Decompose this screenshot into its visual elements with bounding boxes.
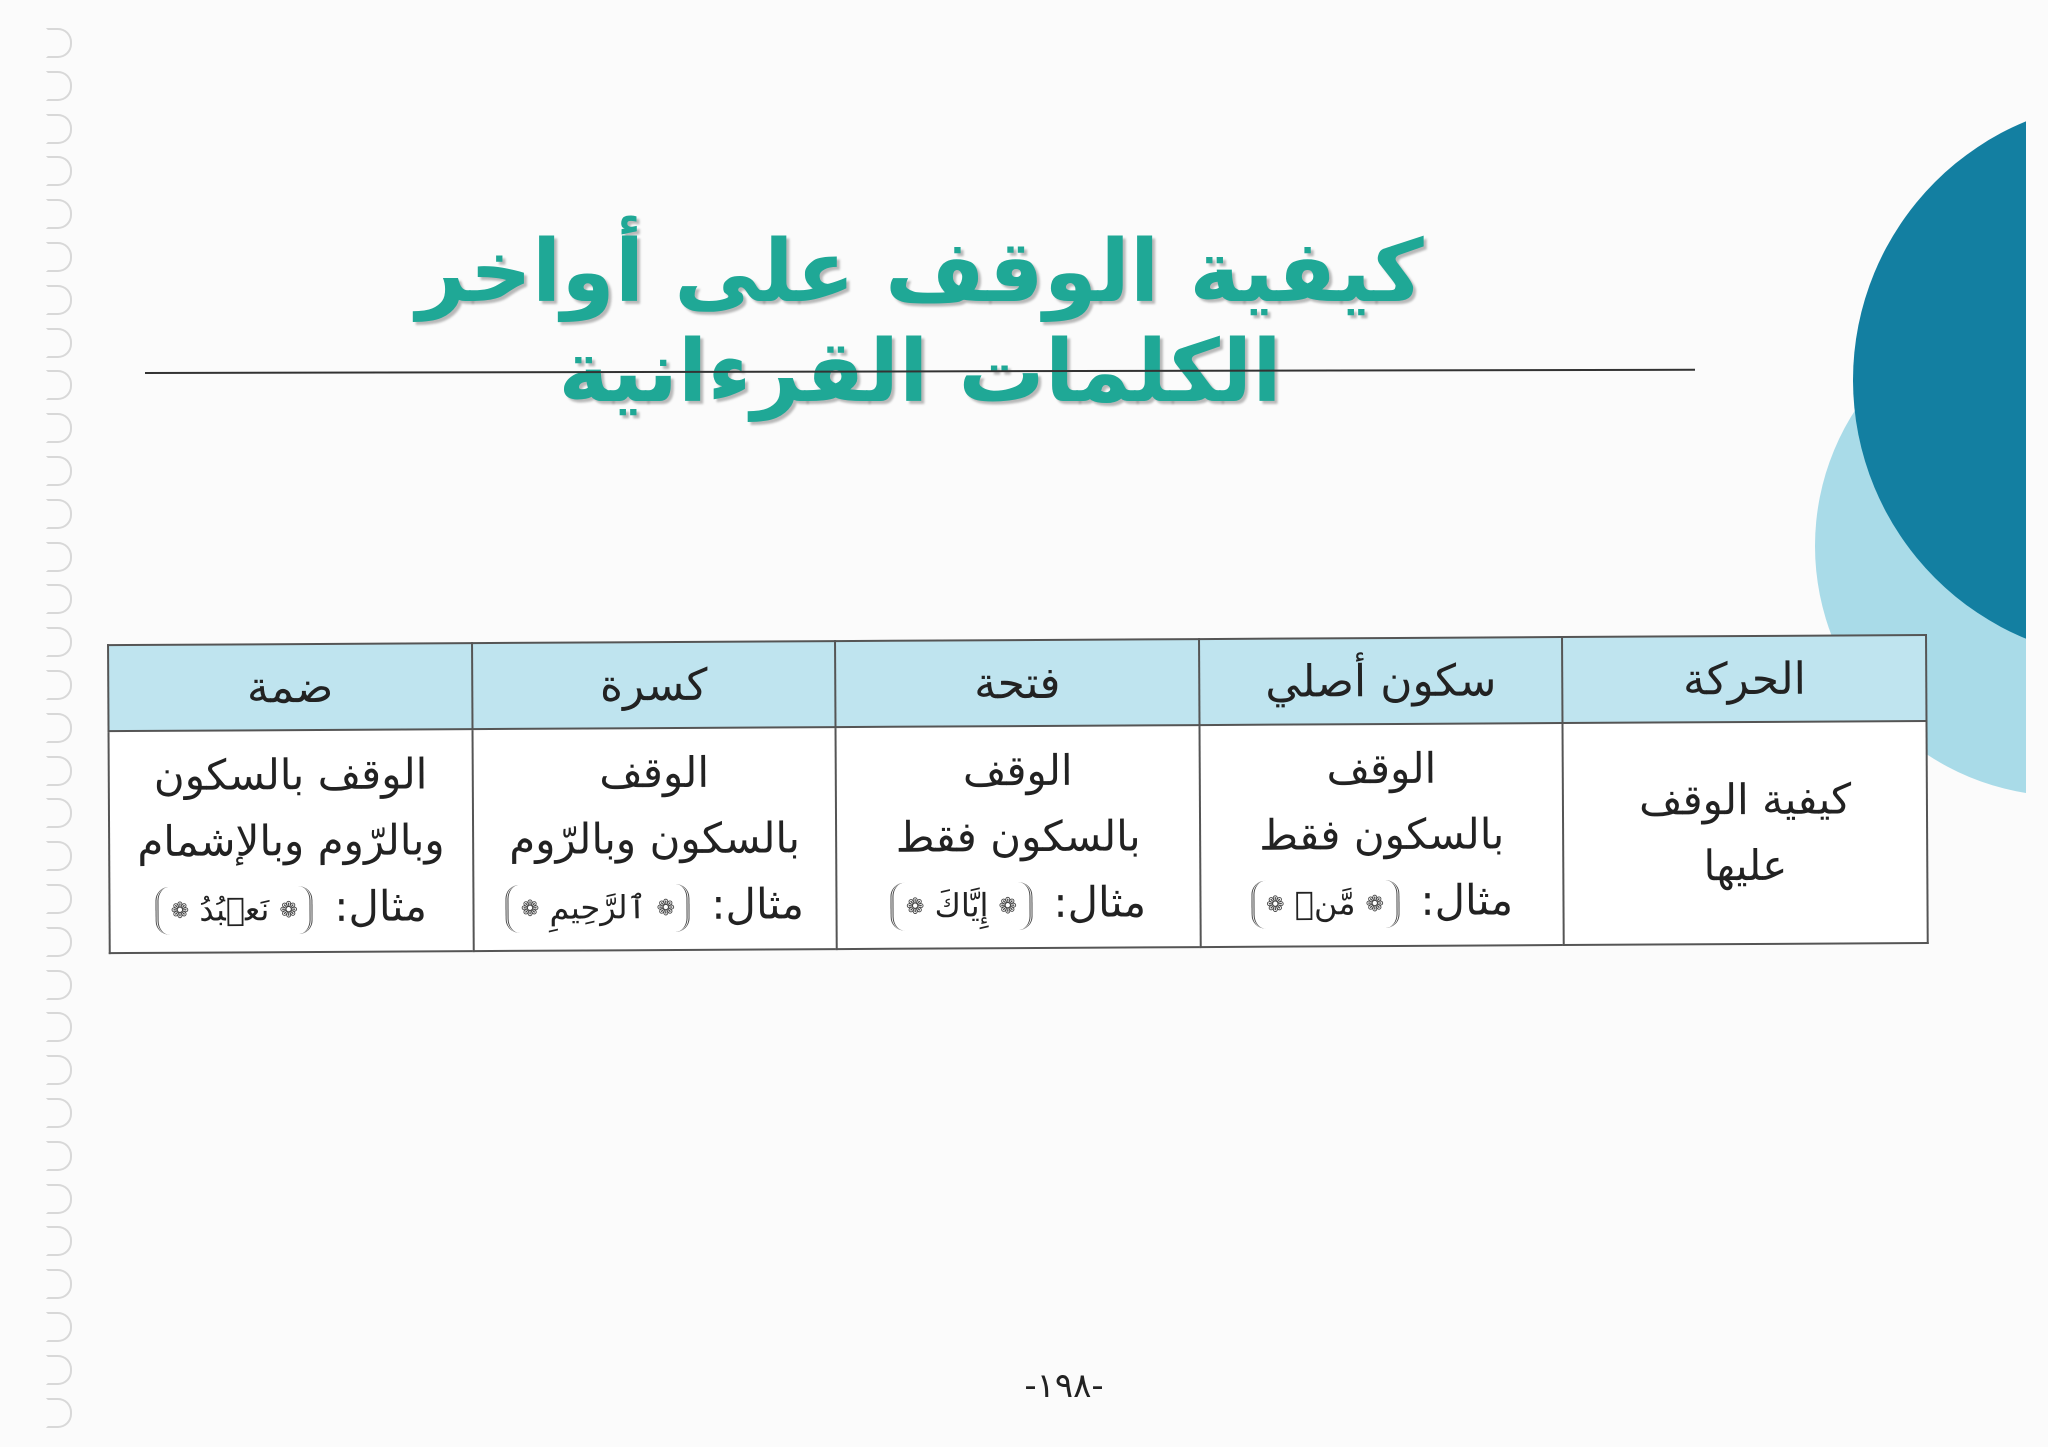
binding-hole bbox=[46, 1055, 72, 1085]
binding-hole bbox=[46, 1312, 72, 1342]
header-cell: سكون أصلي bbox=[1199, 637, 1563, 725]
ornament-icon: ❁ bbox=[1365, 891, 1385, 917]
example-line bbox=[1202, 867, 1562, 935]
binding-hole bbox=[46, 328, 72, 358]
header-cell: ضمة bbox=[108, 643, 472, 731]
binding-hole bbox=[46, 413, 72, 443]
table-cell bbox=[836, 725, 1201, 949]
binding-hole bbox=[46, 670, 72, 700]
binding-hole bbox=[46, 242, 72, 272]
example-label: مثال: bbox=[711, 879, 805, 929]
quranic-word-bracket bbox=[1251, 879, 1399, 928]
binding-hole bbox=[46, 1226, 72, 1256]
binding-hole bbox=[46, 456, 72, 486]
binding-hole bbox=[46, 1269, 72, 1299]
header-cell: فتحة bbox=[835, 639, 1199, 727]
row-label-cell bbox=[1563, 721, 1928, 945]
example-label: مثال: bbox=[1420, 875, 1514, 925]
ornament-icon: ❁ bbox=[279, 897, 299, 923]
binding-hole bbox=[46, 499, 72, 529]
binding-hole bbox=[46, 542, 72, 572]
table-cell bbox=[472, 727, 837, 951]
binding-hole bbox=[46, 114, 72, 144]
example-label: مثال: bbox=[334, 881, 428, 931]
cell-line: الوقف bbox=[599, 747, 710, 798]
quranic-word-bracket bbox=[506, 883, 690, 932]
quranic-word: ٱلرَّحِيمِ bbox=[549, 887, 647, 927]
binding-hole bbox=[46, 970, 72, 1000]
ornament-icon: ❁ bbox=[656, 895, 676, 921]
binding-hole bbox=[46, 1141, 72, 1171]
ornament-icon: ❁ bbox=[170, 898, 190, 924]
cell-line: الوقف bbox=[1326, 743, 1437, 794]
quranic-word: نَعۡبُدُ bbox=[199, 889, 270, 929]
binding-hole bbox=[46, 798, 72, 828]
binding-hole bbox=[46, 71, 72, 101]
header-cell: كسرة bbox=[472, 641, 836, 729]
binding-hole bbox=[46, 627, 72, 657]
page-number: -١٩٨- bbox=[1024, 1366, 1104, 1406]
binding-hole bbox=[46, 28, 72, 58]
spiral-binding bbox=[18, 28, 78, 1438]
quranic-word-bracket bbox=[891, 882, 1032, 931]
quranic-word: مَّنۡ bbox=[1294, 883, 1356, 923]
ornament-icon: ❁ bbox=[905, 894, 925, 920]
binding-hole bbox=[46, 156, 72, 186]
example-label: مثال: bbox=[1053, 877, 1147, 927]
cell-line: الوقف bbox=[962, 745, 1073, 796]
binding-hole bbox=[46, 1355, 72, 1385]
binding-hole bbox=[46, 1012, 72, 1042]
binding-hole bbox=[46, 841, 72, 871]
binding-hole bbox=[46, 285, 72, 315]
binding-hole bbox=[46, 756, 72, 786]
table-container bbox=[107, 634, 1929, 954]
ornament-icon: ❁ bbox=[998, 893, 1018, 919]
page-edge bbox=[2026, 0, 2048, 1447]
cell-line: الوقف بالسكون bbox=[153, 749, 428, 800]
table-cell bbox=[1199, 723, 1564, 947]
binding-hole bbox=[46, 884, 72, 914]
binding-hole bbox=[46, 199, 72, 229]
example-line bbox=[111, 873, 471, 941]
binding-hole bbox=[46, 1184, 72, 1214]
example-line bbox=[475, 871, 835, 939]
binding-hole bbox=[46, 927, 72, 957]
table-header-row bbox=[108, 635, 1926, 731]
page-title: كيفية الوقف على أواخر الكلمات القرءانية bbox=[416, 222, 1424, 422]
binding-hole bbox=[46, 1398, 72, 1428]
binding-hole bbox=[46, 713, 72, 743]
row-label-line: عليها bbox=[1703, 840, 1788, 891]
cell-line: بالسكون فقط bbox=[1259, 809, 1505, 860]
quranic-word-bracket bbox=[156, 886, 313, 935]
row-label-line: كيفية الوقف bbox=[1638, 774, 1852, 825]
cell-line: بالسكون فقط bbox=[895, 811, 1141, 862]
ornament-icon: ❁ bbox=[520, 896, 540, 922]
binding-hole bbox=[46, 1098, 72, 1128]
example-line bbox=[839, 869, 1199, 937]
table-row bbox=[109, 721, 1928, 953]
cell-line: وبالرّوم وبالإشمام bbox=[137, 815, 445, 866]
table-cell bbox=[109, 729, 474, 953]
cell-line: بالسكون وبالرّوم bbox=[508, 813, 801, 864]
binding-hole bbox=[46, 370, 72, 400]
ornament-icon: ❁ bbox=[1266, 892, 1285, 918]
quranic-word: إِيَّاكَ bbox=[934, 885, 989, 925]
header-cell: الحركة bbox=[1562, 635, 1926, 723]
binding-hole bbox=[46, 584, 72, 614]
stop-rules-table bbox=[107, 634, 1929, 954]
